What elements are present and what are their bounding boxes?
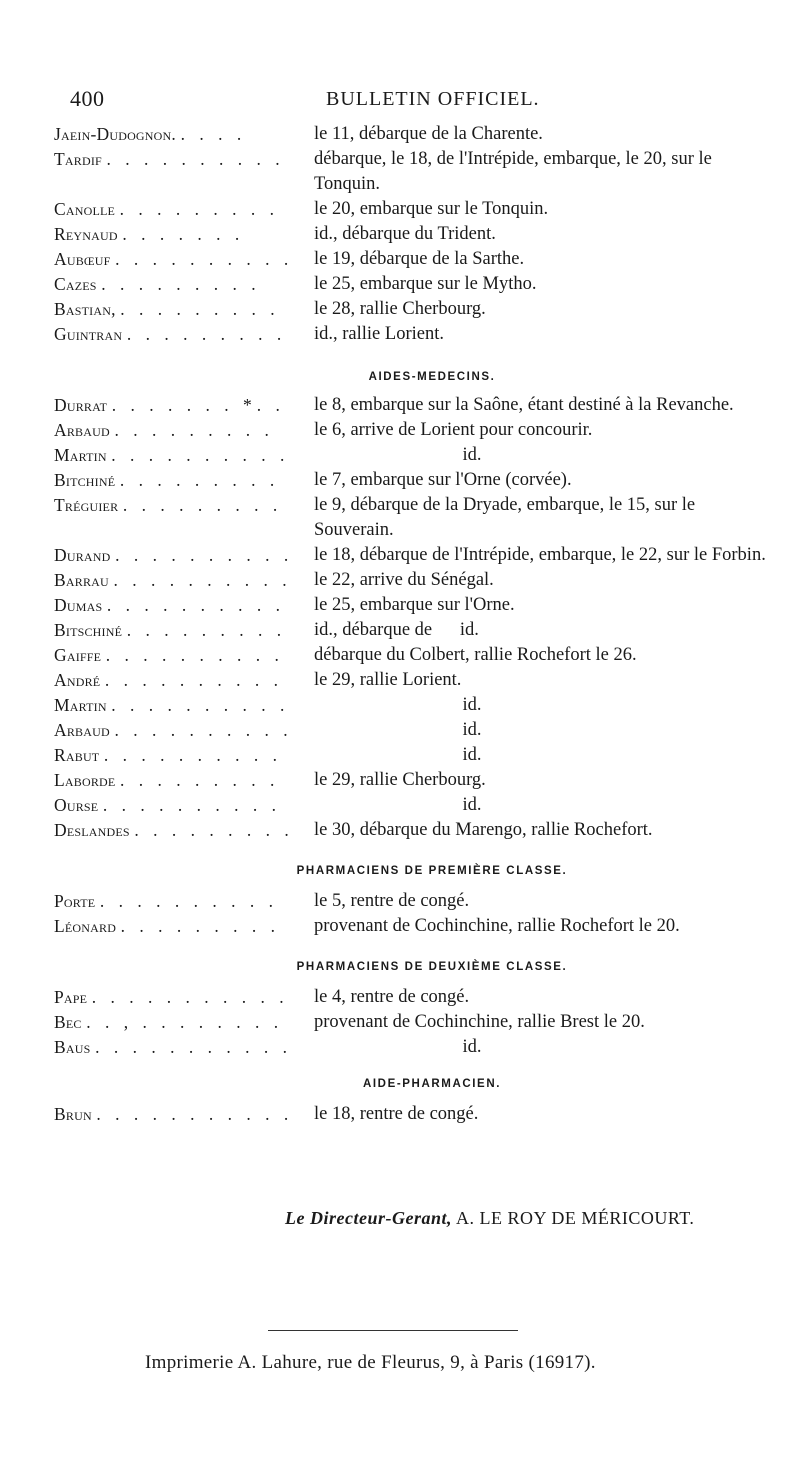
list-item (54, 468, 770, 493)
officer-name-cell (54, 393, 314, 418)
officer-name: Guintran (54, 324, 123, 344)
movement-detail: le 28, rallie Cherbourg. (314, 299, 486, 319)
leader-dots: . . . . . . . . . . (99, 891, 279, 911)
personnel-movements-list (54, 122, 770, 1127)
list-item (54, 668, 770, 693)
movement-detail: le 4, rentre de congé. (314, 987, 470, 1007)
officer-name-cell (54, 768, 314, 793)
section (54, 1078, 770, 1127)
officer-name: Durand (54, 545, 111, 565)
printer-imprint: Imprimerie A. Lahure, rue de Fleurus, 9, à Paris (16917). (145, 1352, 596, 1373)
leader-dots: . . , . . . . . . . . (86, 1012, 284, 1032)
officer-name-cell (54, 1010, 314, 1035)
officer-name: Bitchiné (54, 470, 116, 490)
movement-detail: le 30, débarque du Marengo, rallie Rochefort. (314, 820, 653, 840)
list-item (54, 247, 770, 272)
movement-detail: id. (462, 795, 482, 815)
leader-dots: . . . . . . . . . . (113, 570, 292, 590)
leader-dots: . . . . . . . . . (120, 770, 280, 790)
list-item (54, 197, 770, 222)
officer-name-cell (54, 1035, 314, 1060)
officer-name: Canolle (54, 199, 116, 219)
officer-name-cell (54, 493, 314, 518)
leader-dots: . . . . . . . . . (134, 820, 294, 840)
officer-name-cell (54, 147, 314, 172)
movement-detail: le 29, rallie Cherbourg. (314, 770, 486, 790)
running-title: BULLETIN OFFICIEL. (326, 88, 540, 110)
officer-name-cell (54, 793, 314, 818)
leader-dots: . . . . . . . *. . (111, 395, 285, 415)
list-item (54, 1010, 770, 1035)
officer-name: Porte (54, 891, 96, 911)
leader-dots: . . . . . . . . . . (114, 720, 293, 740)
officer-name: Bastian, (54, 299, 116, 319)
section-heading: AIDE-PHARMACIEN. (362, 1078, 502, 1090)
leader-dots: . . . . . . . . . (114, 420, 274, 440)
officer-name-cell (54, 668, 314, 693)
leader-dots: . . . . . . . . . . (115, 545, 294, 565)
movement-detail: id. (462, 695, 482, 715)
movement-detail: le 9, débarque de la Dryade, embarque, le 15, sur le Souverain. (314, 495, 700, 540)
officer-name-cell (54, 468, 314, 493)
movement-detail: provenant de Cochinchine, rallie Brest le 20. (314, 1012, 645, 1032)
officer-name-cell (54, 568, 314, 593)
section (54, 961, 770, 1060)
section-heading: AIDES-MEDECINS. (368, 371, 496, 383)
officer-name: Bitschiné (54, 620, 123, 640)
list-item (54, 493, 770, 543)
officer-name-cell (54, 247, 314, 272)
officer-name-cell (54, 418, 314, 443)
list-item (54, 693, 770, 718)
movement-detail: le 20, embarque sur le Tonquin. (314, 199, 549, 219)
officer-name: Laborde (54, 770, 116, 790)
list-item (54, 818, 770, 843)
officer-name: Léonard (54, 916, 117, 936)
officer-name-cell (54, 818, 314, 843)
leader-dots: . . . . . . . . . . (106, 149, 285, 169)
footer-rule (268, 1330, 518, 1331)
movement-detail: id. (462, 745, 482, 765)
officer-name: Arbaud (54, 720, 110, 740)
leader-dots: . . . . . . . . . . (102, 795, 282, 815)
movement-detail: id. (462, 720, 482, 740)
section (54, 865, 770, 939)
officer-name: Cazes (54, 274, 97, 294)
movement-detail: le 18, débarque de l'Intrépide, embarque, le 22, sur le Forbin. (314, 545, 766, 565)
page-number: 400 (70, 86, 105, 111)
officer-name-cell (54, 643, 314, 668)
list-item (54, 418, 770, 443)
officer-name-cell (54, 222, 314, 247)
section (54, 371, 770, 843)
signature-role: Le Directeur-Gerant, (285, 1208, 452, 1228)
section-heading: PHARMACIENS DE PREMIÈRE CLASSE. (296, 865, 568, 877)
signature-name: A. LE ROY DE MÉRICOURT. (456, 1208, 695, 1228)
officer-name: Martin (54, 445, 107, 465)
movement-detail: id., débarque de id. (314, 620, 479, 640)
leader-dots: . . . . . . . . . (120, 299, 280, 319)
officer-name: Martin (54, 695, 107, 715)
officer-name: Arbaud (54, 420, 110, 440)
leader-dots: . . . . . . . . . (126, 324, 287, 344)
officer-name: André (54, 670, 101, 690)
leader-dots: . . . . (180, 124, 247, 144)
officer-name: Pape (54, 987, 88, 1007)
officer-name-cell (54, 197, 314, 222)
list-item (54, 297, 770, 322)
leader-dots: . . . . . . . . . . (103, 745, 283, 765)
leader-dots: . . . . . . . (122, 224, 245, 244)
movement-detail: id., rallie Lorient. (314, 324, 444, 344)
leader-dots: . . . . . . . . . (101, 274, 261, 294)
leader-dots: . . . . . . . . . (119, 199, 280, 219)
officer-name-cell (54, 889, 314, 914)
list-item (54, 322, 770, 347)
officer-name: Baus (54, 1037, 91, 1057)
officer-name: Deslandes (54, 820, 130, 840)
officer-name-cell (54, 322, 314, 347)
leader-dots: . . . . . . . . . . . (91, 987, 289, 1007)
list-item (54, 985, 770, 1010)
leader-dots: . . . . . . . . . . (104, 670, 284, 690)
officer-name-cell (54, 1102, 314, 1127)
officer-name: Durrat (54, 395, 108, 415)
leader-dots: . . . . . . . . . . . (95, 1037, 292, 1057)
section (54, 122, 770, 347)
officer-name: Reynaud (54, 224, 118, 244)
section-heading: PHARMACIENS DE DEUXIÈME CLASSE. (296, 961, 568, 973)
movement-detail: le 25, embarque sur l'Orne. (314, 595, 515, 615)
officer-name-cell (54, 718, 314, 743)
signature-line (285, 1208, 765, 1229)
officer-name: Bec (54, 1012, 82, 1032)
movement-detail: id. (462, 1037, 482, 1057)
list-item (54, 393, 770, 418)
leader-dots: . . . . . . . . . . . (96, 1104, 294, 1124)
officer-name: Ourse (54, 795, 99, 815)
movement-detail: le 11, débarque de la Charente. (314, 124, 543, 144)
list-item (54, 618, 770, 643)
list-item (54, 914, 770, 939)
officer-name-cell (54, 693, 314, 718)
list-item (54, 718, 770, 743)
leader-dots: . . . . . . . . . (119, 470, 280, 490)
list-item (54, 1102, 770, 1127)
officer-name: Dumas (54, 595, 103, 615)
leader-dots: . . . . . . . . . (126, 620, 287, 640)
list-item (54, 793, 770, 818)
officer-name-cell (54, 914, 314, 939)
leader-dots: . . . . . . . . . . (106, 595, 286, 615)
officer-name: Brun (54, 1104, 92, 1124)
movement-detail: le 7, embarque sur l'Orne (corvée). (314, 470, 572, 490)
movement-detail: provenant de Cochinchine, rallie Rochefort le 20. (314, 916, 680, 936)
officer-name: Tréguier (54, 495, 119, 515)
list-item (54, 1035, 770, 1060)
officer-name: Rabut (54, 745, 100, 765)
leader-dots: . . . . . . . . . (120, 916, 281, 936)
list-item (54, 568, 770, 593)
list-item (54, 272, 770, 297)
list-item (54, 122, 770, 147)
list-item (54, 643, 770, 668)
movement-detail: le 5, rentre de congé. (314, 891, 470, 911)
list-item (54, 147, 770, 197)
movement-detail: débarque du Colbert, rallie Rochefort le 26. (314, 645, 637, 665)
officer-name: Barrau (54, 570, 109, 590)
list-item (54, 222, 770, 247)
list-item (54, 889, 770, 914)
movement-detail: le 19, débarque de la Sarthe. (314, 249, 525, 269)
movement-detail: le 8, embarque sur la Saône, étant destiné à la Revanche. (314, 395, 734, 415)
officer-name-cell (54, 618, 314, 643)
list-item (54, 743, 770, 768)
officer-name-cell (54, 297, 314, 322)
leader-dots: . . . . . . . . . . (111, 695, 290, 715)
officer-name-cell (54, 593, 314, 618)
officer-name: Gaiffe (54, 645, 102, 665)
officer-name-cell (54, 272, 314, 297)
list-item (54, 768, 770, 793)
leader-dots: . . . . . . . . . . (111, 445, 290, 465)
officer-name: Aubœuf (54, 249, 111, 269)
list-item (54, 443, 770, 468)
movement-detail: le 6, arrive de Lorient pour concourir. (314, 420, 593, 440)
leader-dots: . . . . . . . . . . (105, 645, 284, 665)
movement-detail: id. (462, 445, 482, 465)
list-item (54, 543, 770, 568)
page-header (70, 86, 760, 116)
movement-detail: débarque, le 18, de l'Intrépide, embarque, le 20, sur le Tonquin. (314, 149, 717, 194)
leader-dots: . . . . . . . . . (122, 495, 283, 515)
officer-name-cell (54, 985, 314, 1010)
officer-name-cell (54, 543, 314, 568)
officer-name: Jaein-Dudognon. (54, 124, 176, 144)
officer-name-cell (54, 443, 314, 468)
officer-name: Tardif (54, 149, 102, 169)
movement-detail: le 22, arrive du Sénégal. (314, 570, 494, 590)
list-item (54, 593, 770, 618)
movement-detail: le 18, rentre de congé. (314, 1104, 479, 1124)
movement-detail: le 25, embarque sur le Mytho. (314, 274, 537, 294)
movement-detail: le 29, rallie Lorient. (314, 670, 462, 690)
officer-name-cell (54, 122, 314, 147)
leader-dots: . . . . . . . . . . (115, 249, 294, 269)
officer-name-cell (54, 743, 314, 768)
movement-detail: id., débarque du Trident. (314, 224, 496, 244)
